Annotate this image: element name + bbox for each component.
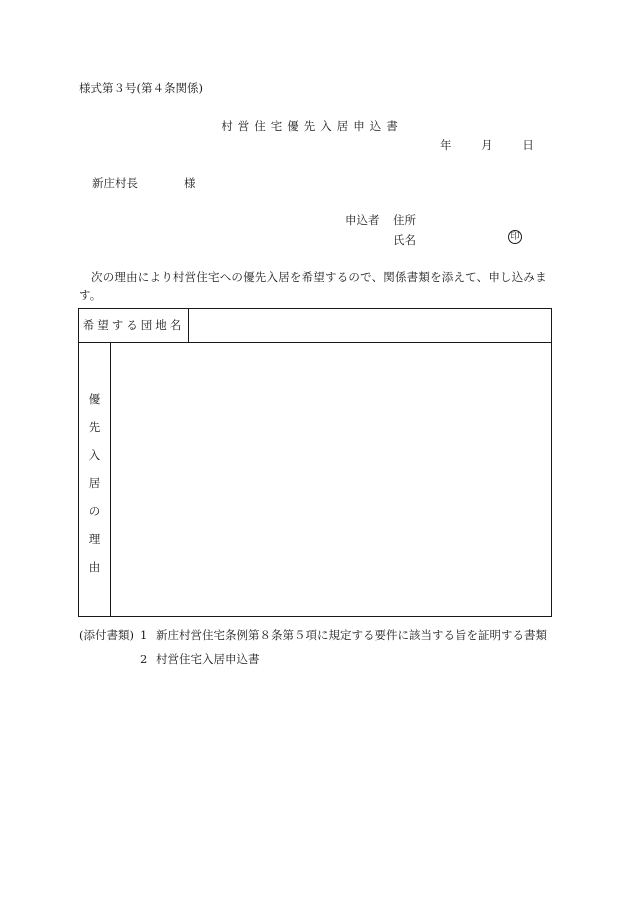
attachment-text: 新庄村営住宅条例第８条第５項に規定する要件に該当する旨を証明する書類 (156, 628, 547, 642)
address-label: 住所 (393, 213, 416, 227)
applicant-label: 申込者 (345, 213, 380, 227)
attachment-number: 2 (140, 652, 148, 666)
attachments-label: (添付書類) (79, 628, 134, 642)
addressee (92, 175, 196, 191)
seal-mark: 印 (508, 230, 522, 244)
reason-label-char: 先 (88, 420, 101, 434)
priority-reason-label (79, 343, 111, 616)
reason-label-char: 居 (88, 476, 101, 490)
reason-label-char: 理 (88, 532, 101, 546)
document-title (0, 118, 630, 134)
priority-reason-field[interactable] (111, 343, 551, 616)
desired-complex-field[interactable] (189, 309, 551, 342)
reason-label-char: 由 (88, 560, 101, 574)
application-table (78, 308, 552, 617)
attachment-text: 村営住宅入居申込書 (156, 652, 260, 666)
reason-label-char: 優 (88, 392, 101, 406)
addressee-name: 新庄村長 (92, 176, 138, 190)
body-text: 次の理由により村営住宅への優先入居を希望するので、関係書類を添えて、申し込みます。 (79, 270, 547, 302)
attachment-item (140, 627, 547, 643)
attachment-item (140, 651, 260, 667)
date-day-label: 日 (522, 138, 534, 152)
form-number: 様式第３号(第４条関係) (79, 81, 203, 95)
honorific: 様 (184, 176, 196, 190)
date-line (440, 137, 534, 153)
reason-label-char: 入 (88, 448, 101, 462)
document-title-text: 村営住宅優先入居申込書 (221, 119, 403, 133)
name-label: 氏名 (393, 233, 416, 247)
attachment-number: 1 (140, 628, 148, 642)
date-month-label: 月 (481, 138, 493, 152)
desired-complex-row (79, 309, 551, 343)
date-year-label: 年 (440, 138, 452, 152)
reason-label-char: の (88, 504, 101, 518)
desired-complex-label: 希望する団地名 (79, 309, 189, 342)
